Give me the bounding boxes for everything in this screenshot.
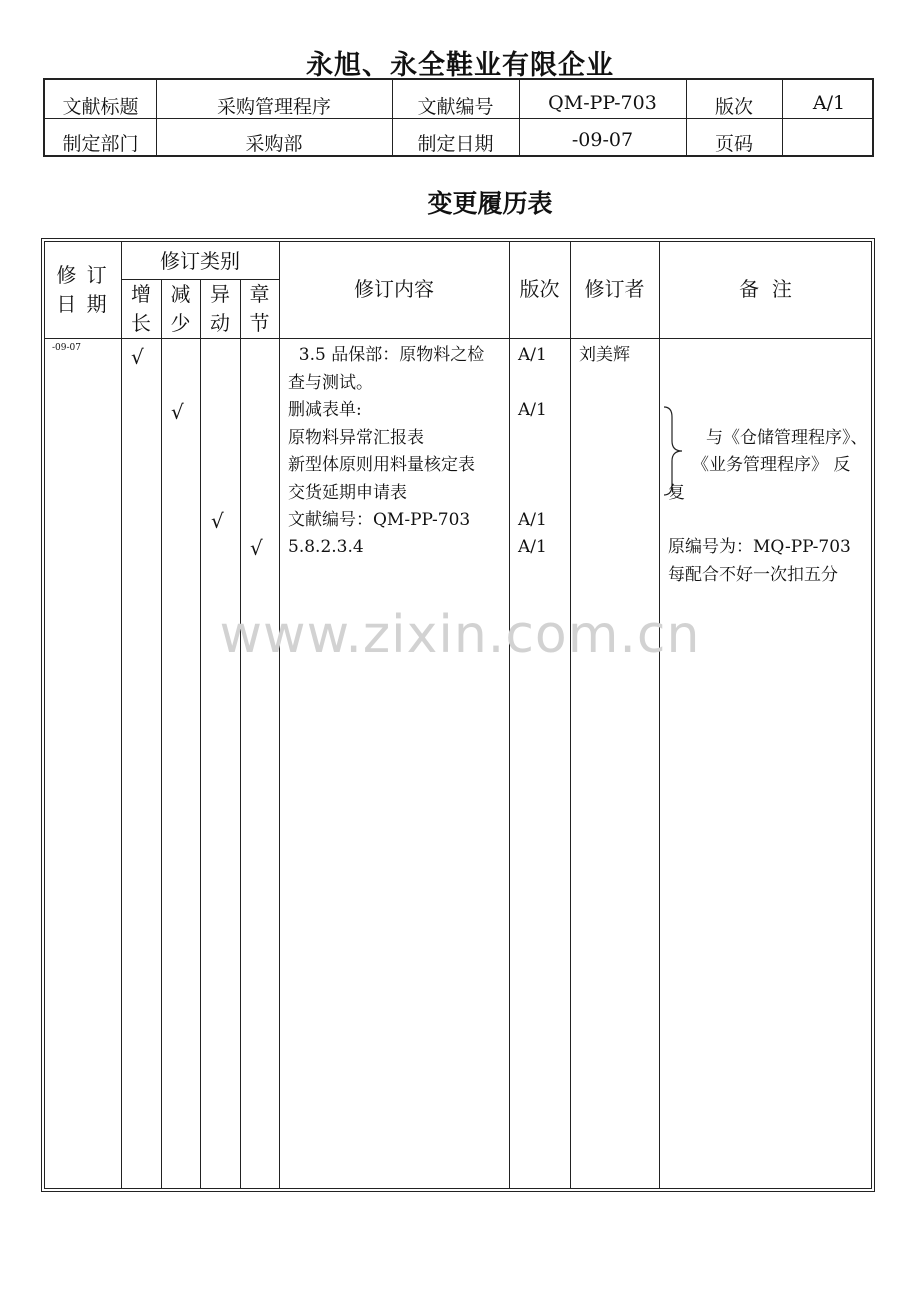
version-entry: A/1 [518,400,547,420]
version-entry: A/1 [518,510,547,530]
version-entry: A/1 [518,345,547,365]
content-line: 文献编号：QM-PP-703 [288,510,471,530]
remark-line: 原编号为：MQ-PP-703 [668,537,851,557]
checkmark-reduce: √ [171,400,184,424]
content-line: 3.5 品保部：原物料之检 [288,345,485,365]
page-label: 页码 [714,132,753,155]
content-line: 5.8.2.3.4 [288,537,364,557]
col-divider [570,241,571,1189]
col-header-reduce: 减 少 [170,281,191,335]
col-header-reviser: 修订者 [584,277,645,301]
checkmark-change: √ [211,509,224,533]
remark-line: 与《仓储管理程序》、 [706,428,868,448]
content-line: 交货延期申请表 [288,483,407,503]
remark-line: 复 [668,483,685,503]
col-header-chapter: 章 节 [249,281,270,335]
dept-label: 制定部门 [62,132,139,155]
col-header-version: 版次 [519,277,560,301]
version-entry: A/1 [518,537,547,557]
content-line: 查与测试。 [288,373,373,393]
content-line: 新型体原则用料量核定表 [288,455,475,475]
col-header-category: 修订类别 [160,249,240,273]
date-value: -09-07 [571,129,634,151]
content-line: 原物料异常汇报表 [288,428,424,448]
col-header-date: 修 订 日 期 [56,262,109,316]
dept-value: 采购部 [245,132,303,155]
remark-line: 每配合不好一次扣五分 [668,565,838,585]
doc-number-value: QM-PP-703 [548,92,657,114]
col-header-add: 增 长 [131,281,151,335]
header-bottom-divider [44,338,872,339]
revision-date: -09-07 [52,343,81,353]
remark-line: 《业务管理程序》 反 [692,455,851,475]
checkmark-chapter: √ [250,536,263,560]
col-divider [279,241,280,1189]
doc-title-label: 文献标题 [62,95,139,118]
col-divider [509,241,510,1189]
watermark: www.zixin.com.cn [219,605,701,665]
col-header-remarks: 备 注 [739,277,792,301]
col-divider [121,241,122,1189]
version-value: A/1 [812,92,846,114]
col-header-change: 异 动 [210,281,230,335]
col-divider [659,241,660,1189]
col-divider [240,279,241,1189]
version-label: 版次 [714,95,753,118]
col-divider [161,279,162,1189]
document-header-table [43,78,874,157]
checkmark-add: √ [131,345,144,369]
doc-number-label: 文献编号 [417,95,494,118]
doc-title-value: 采购管理程序 [216,95,331,118]
content-line: 删减表单: [288,400,362,420]
revision-table [44,241,872,1189]
company-title: 永旭、永全鞋业有限企业 [306,49,614,81]
col-header-content: 修订内容 [354,277,434,301]
section-title: 变更履历表 [427,189,553,218]
reviser-name: 刘美辉 [579,345,630,365]
date-label: 制定日期 [417,132,494,155]
page-value [782,124,876,160]
col-divider [200,279,201,1189]
